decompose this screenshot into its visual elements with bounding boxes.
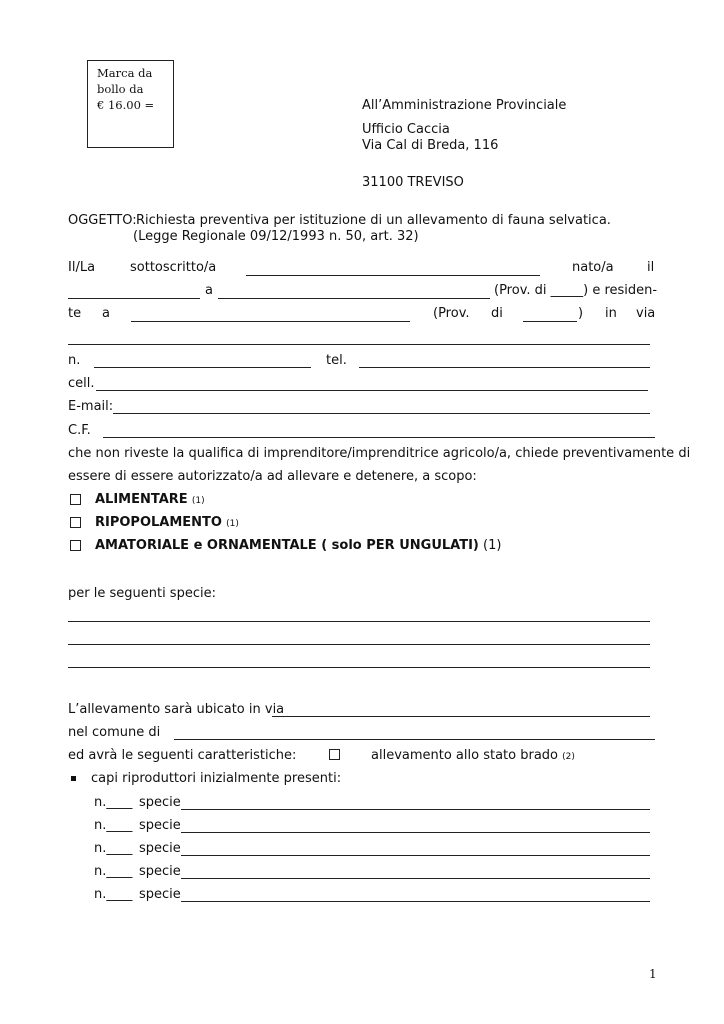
addressee-line-2: Ufficio Caccia [362,122,450,137]
label-caratteristiche: ed avrà le seguenti caratteristiche: [68,748,297,763]
label-via: via [636,306,656,321]
stato-brado-note: (2) [562,752,575,762]
page-number: 1 [649,967,657,981]
label-email: E-mail: [68,399,114,414]
declaration-line-2: essere di essere autorizzato/a ad allevare e detenere, a scopo: [68,469,477,484]
checkbox-ripopolamento[interactable] [70,517,81,528]
label-di: di [491,306,503,321]
bullet-icon [71,776,76,781]
specie-row-1-n: n.____ [94,795,133,810]
label-sottoscritto: sottoscritto/a [130,260,217,275]
label-tel: tel. [326,353,347,368]
specie-row-2-label: specie [139,818,181,833]
label-n: n. [68,353,81,368]
purpose-ripopolamento [95,515,239,530]
phone-field[interactable] [359,367,650,368]
subject-text: Richiesta preventiva per istituzione di un allevamento di fauna selvatica. [136,213,611,228]
residence-prov-field[interactable] [523,321,577,322]
stamp-line-2: bollo da [97,82,144,96]
label-in: in [605,306,617,321]
purpose-alimentare-note: (1) [191,496,205,506]
label-a-2: a [102,306,110,321]
label-nato: nato/a [572,260,614,275]
birthplace-field[interactable] [218,298,490,299]
addressee-line-3: Via Cal di Breda, 116 [362,138,499,153]
specie-row-5-field[interactable] [181,901,650,902]
specie-row-2-n: n.____ [94,818,133,833]
label-comune: nel comune di [68,725,161,740]
specie-row-1-label: specie [139,795,181,810]
purpose-alimentare [95,492,205,507]
tax-code-field[interactable] [103,437,655,438]
label-capi: capi riproduttori inizialmente presenti: [91,771,342,786]
species-line-1[interactable] [68,621,650,622]
species-label: per le seguenti specie: [68,586,216,601]
stamp-line-3: € 16.00 = [97,98,155,112]
stamp-line-1: Marca da [97,66,153,80]
addressee-line-4: 31100 TREVISO [362,175,464,190]
farm-street-field[interactable] [272,716,650,717]
purpose-alimentare-label: ALIMENTARE [95,492,188,507]
specie-row-3-label: specie [139,841,181,856]
name-field[interactable] [246,275,540,276]
label-prov-di-residen: (Prov. di _____) e residen- [494,283,658,298]
street-number-field[interactable] [94,367,311,368]
specie-row-5-label: specie [139,887,181,902]
species-line-2[interactable] [68,644,650,645]
label-ubicato: L’allevamento sarà ubicato in via [68,702,285,717]
specie-row-2-field[interactable] [181,832,650,833]
specie-row-4-field[interactable] [181,878,650,879]
subject-law: (Legge Regionale 09/12/1993 n. 50, art. 32) [133,229,419,244]
specie-row-4-label: specie [139,864,181,879]
cell-field[interactable] [96,390,648,391]
label-te: te [68,306,82,321]
purpose-amatoriale [95,538,501,553]
checkbox-amatoriale[interactable] [70,540,81,551]
subject-label: OGGETTO: [68,213,137,228]
label-cell: cell. [68,376,95,391]
checkbox-stato-brado[interactable] [329,749,340,760]
label-il-la: Il/La [68,260,96,275]
residence-city-field[interactable] [131,321,410,322]
purpose-amatoriale-label: AMATORIALE e ORNAMENTALE ( solo PER UNGULATI) [95,538,479,553]
specie-row-1-field[interactable] [181,809,650,810]
species-line-3[interactable] [68,667,650,668]
specie-row-3-n: n.____ [94,841,133,856]
stato-brado [371,748,575,763]
revenue-stamp-box [87,60,174,148]
specie-row-4-n: n.____ [94,864,133,879]
addressee-line-1: All’Amministrazione Provinciale [362,98,567,113]
street-field[interactable] [68,344,650,345]
label-cf: C.F. [68,423,91,438]
purpose-ripopolamento-note: (1) [226,519,239,529]
checkbox-alimentare[interactable] [70,494,81,505]
label-prov: (Prov. [433,306,470,321]
purpose-ripopolamento-label: RIPOPOLAMENTO [95,515,222,530]
label-il: il [647,260,655,275]
label-close-paren: ) [578,306,584,321]
specie-row-5-n: n.____ [94,887,133,902]
farm-comune-field[interactable] [174,739,655,740]
purpose-amatoriale-note: (1) [483,538,502,553]
specie-row-3-field[interactable] [181,855,650,856]
birth-date-field[interactable] [68,298,200,299]
email-field[interactable] [113,413,650,414]
declaration-line-1: che non riveste la qualifica di imprenditore/imprenditrice agricolo/a, chiede preventivamente di [68,446,691,461]
label-a: a [205,283,213,298]
stato-brado-label: allevamento allo stato brado [371,748,558,763]
